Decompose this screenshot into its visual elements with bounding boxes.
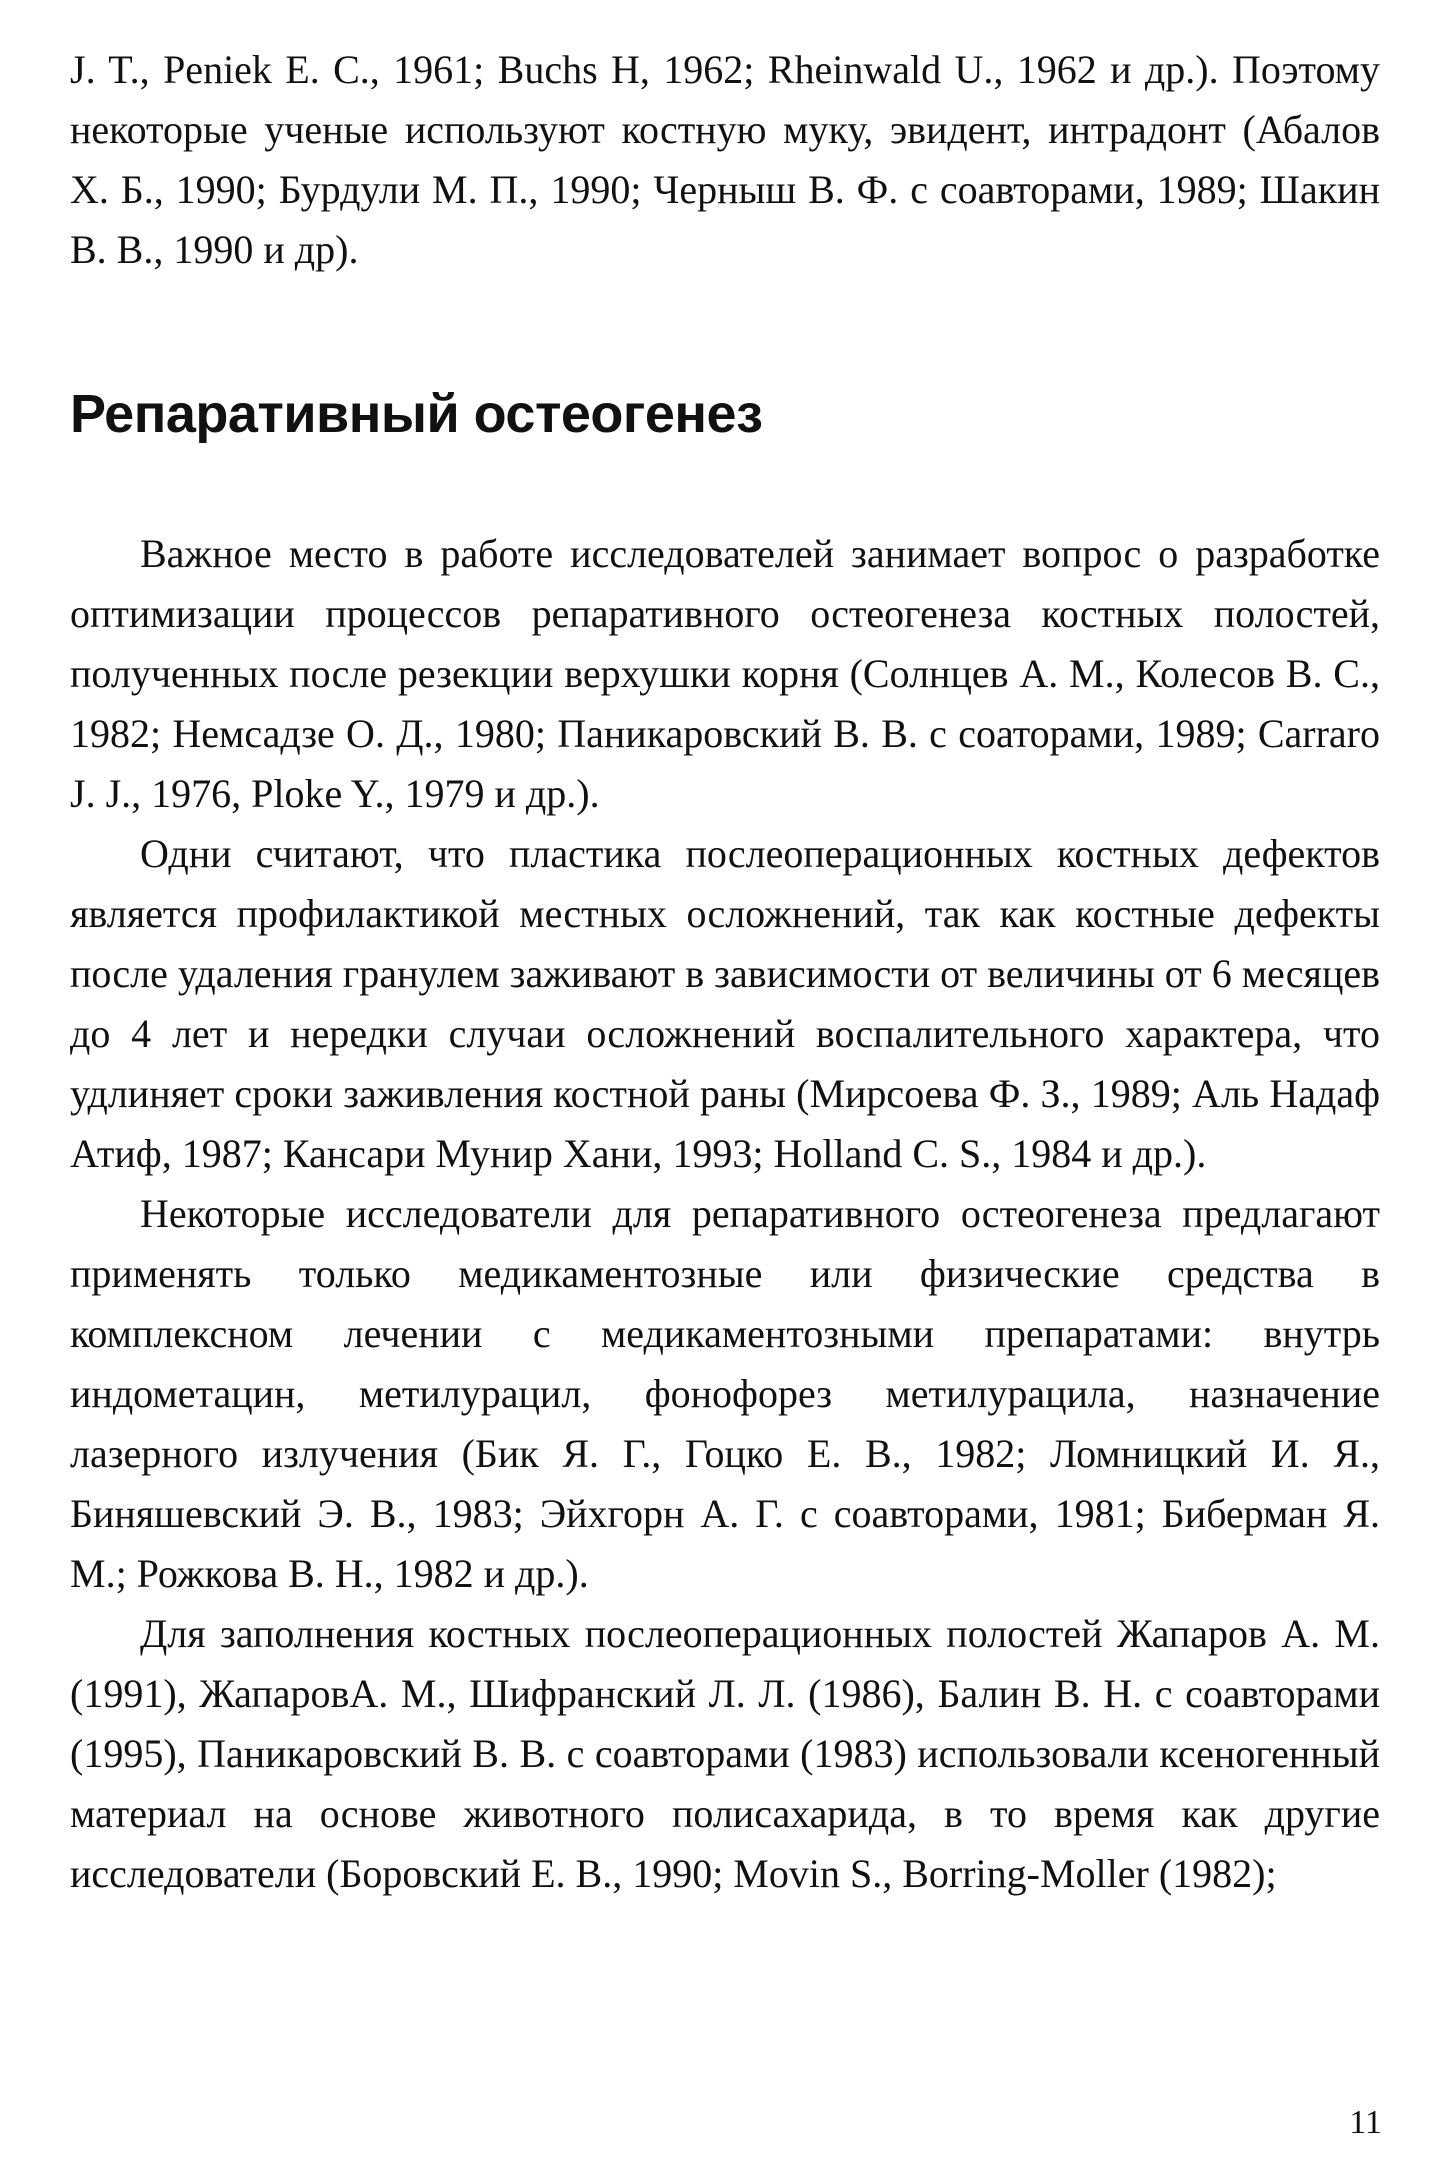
body-paragraph-4: Для заполнения костных послеоперационных полостей Жапаров А. М. (1991), ЖапаровА. М., Шифранский Л. Л. (1986), Балин В. Н. с соавторами (1995), Паникаровский В. В. с соавторами (1983) использовали ксеногенный материал на основе животного полисахарида, в то время как другие исследователи (Боровский Е. В., 1990; Movin S., Borring-Moller (1982); [70, 1611, 1380, 1896]
document-page [70, 40, 1380, 1904]
page-number: 11 [1349, 2104, 1382, 2141]
body-paragraph-2: Одни считают, что пластика послеоперационных костных дефектов является профилактикой местных осложнений, так как костные дефекты после удаления гранулем заживают в зависимости от величины от 6 месяцев до 4 лет и нередки случаи осложнений воспалительного характера, что удлиняет сроки заживления костной раны (Мирсоева Ф. З., 1989; Аль Надаф Атиф, 1987; Кансари Мунир Хани, 1993; Holland C. S., 1984 и др.). [70, 831, 1380, 1176]
body-paragraph-3: Некоторые исследователи для репаративного остеогенеза предлагают применять только медикаментозные или физические средства в комплексном лечении с медикаментозными препаратами: внутрь индометацин, метилурацил, фонофорез метилурацила, назначение лазерного излучения (Бик Я. Г., Гоцко Е. В., 1982; Ломницкий И. Я., Биняшевский Э. В., 1983; Эйхгорн А. Г. с соавторами, 1981; Биберман Я. М.; Рожкова В. Н., 1982 и др.). [70, 1191, 1380, 1596]
intro-paragraph: J. T., Peniek E. C., 1961; Buchs H, 1962; Rheinwald U., 1962 и др.). Поэтому некоторые ученые используют костную муку, эвидент, интрадонт (Абалов Х. Б., 1990; Бурдули М. П., 1990; Черныш В. Ф. с соавторами, 1989; Шакин В. В., 1990 и др). [70, 47, 1380, 272]
body-paragraph-1: Важное место в работе исследователей занимает вопрос о разработке оптимизации процессов репаративного остеогенеза костных полостей, полученных после резекции верхушки корня (Солнцев А. М., Колесов В. С., 1982; Немсадзе О. Д., 1980; Паникаровский В. В. с соаторами, 1989; Carraro J. J., 1976, Ploke Y., 1979 и др.). [70, 531, 1380, 816]
section-heading: Репаративный остеогенез [70, 384, 763, 444]
